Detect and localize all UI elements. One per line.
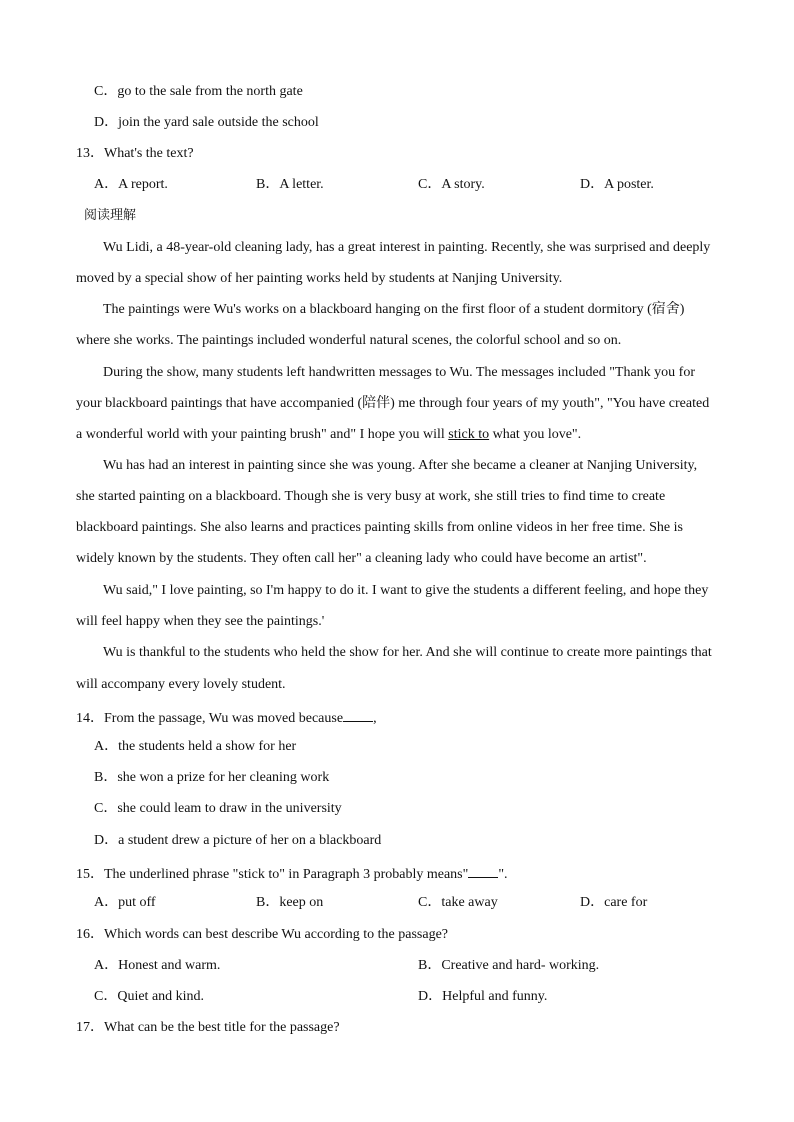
- passage-line: During the show, many students left handwritten messages to Wu. The messages included "Thank you for: [103, 365, 695, 380]
- option-text: A report.: [118, 177, 168, 192]
- q15-option-b: [256, 894, 323, 912]
- q15-option-d: [580, 894, 647, 912]
- q15-option-c: [418, 894, 498, 912]
- q12-option-c: [94, 83, 303, 101]
- option-letter: D．: [418, 989, 443, 1004]
- q13-option-d: [580, 176, 654, 194]
- q16-option-a: [94, 957, 220, 975]
- option-text: Quiet and kind.: [117, 989, 205, 1004]
- option-text: A poster.: [604, 177, 654, 192]
- q12-option-d: [94, 114, 319, 132]
- option-letter: A．: [94, 895, 119, 910]
- option-letter: B．: [418, 958, 442, 973]
- option-text: care for: [604, 895, 648, 910]
- q13-option-a: [94, 176, 168, 194]
- option-letter: A．: [94, 739, 119, 754]
- option-text: join the yard sale outside the school: [118, 115, 319, 130]
- q14-stem: [76, 707, 377, 728]
- passage-line: Wu is thankful to the students who held the show for her. And she will continue to create more paintings that: [103, 645, 712, 660]
- option-text: the students held a show for her: [118, 739, 297, 754]
- q16-option-c: [94, 988, 204, 1006]
- option-letter: C．: [418, 895, 442, 910]
- option-letter: B．: [256, 177, 280, 192]
- question-text: ".: [498, 867, 508, 882]
- passage-line: she started painting on a blackboard. Though she is very busy at work, she still tries to find time to create: [76, 489, 666, 504]
- option-text: she could leam to draw in the university: [117, 801, 342, 816]
- answer-blank: [343, 707, 373, 722]
- option-letter: D．: [580, 177, 605, 192]
- option-text: A story.: [441, 177, 485, 192]
- option-letter: C．: [418, 177, 442, 192]
- option-text: Helpful and funny.: [442, 989, 548, 1004]
- option-text: Honest and warm.: [118, 958, 221, 973]
- passage-text: a wonderful world with your painting brush" and" I hope you will: [76, 427, 449, 442]
- passage-text: what you love".: [489, 427, 582, 442]
- q17-stem: 17．What can be the best title for the passage?: [76, 1020, 340, 1035]
- option-letter: D．: [94, 833, 119, 848]
- question-text: 15．The underlined phrase "stick to" in Paragraph 3 probably means": [76, 867, 469, 882]
- q15-stem: [76, 863, 508, 884]
- passage-line: Wu said," I love painting, so I'm happy to do it. I want to give the students a different feeling, and hope they: [103, 583, 709, 598]
- section-label: 阅读理解: [84, 208, 137, 223]
- passage-line: widely known by the students. They often call her" a cleaning lady who could have become an artist".: [76, 551, 647, 566]
- q14-option-b: [94, 769, 329, 787]
- option-text: Creative and hard- working.: [441, 958, 600, 973]
- option-letter: B．: [94, 770, 118, 785]
- q13-stem: 13．What's the text?: [76, 146, 194, 161]
- option-text: a student drew a picture of her on a blackboard: [118, 833, 382, 848]
- underlined-phrase: stick to: [448, 427, 490, 442]
- q14-option-c: [94, 800, 342, 818]
- passage-line: Wu Lidi, a 48-year-old cleaning lady, has a great interest in painting. Recently, she was surprised and deeply: [103, 240, 711, 255]
- option-text: she won a prize for her cleaning work: [117, 770, 330, 785]
- passage-line: blackboard paintings. She also learns and practices painting skills from online videos in her free time. She is: [76, 520, 683, 535]
- q15-option-a: [94, 894, 156, 912]
- option-letter: B．: [256, 895, 280, 910]
- passage-line: moved by a special show of her painting works held by students at Nanjing University.: [76, 271, 563, 286]
- option-text: put off: [118, 895, 156, 910]
- option-letter: D．: [94, 115, 119, 130]
- passage-line: where she works. The paintings included wonderful natural scenes, the colorful school and so on.: [76, 333, 622, 348]
- option-letter: C．: [94, 801, 118, 816]
- option-letter: D．: [580, 895, 605, 910]
- passage-line: will accompany every lovely student.: [76, 677, 286, 692]
- passage-line: The paintings were Wu's works on a blackboard hanging on the first floor of a student dormitory (宿舍): [103, 302, 685, 317]
- q16-option-b: [418, 957, 599, 975]
- option-text: keep on: [279, 895, 324, 910]
- q13-option-c: [418, 176, 485, 194]
- passage-line: will feel happy when they see the paintings.': [76, 614, 325, 629]
- option-text: A letter.: [279, 177, 324, 192]
- q14-option-a: [94, 738, 296, 756]
- passage-line: Wu has had an interest in painting since she was young. After she became a cleaner at Nanjing University,: [103, 458, 698, 473]
- option-letter: C．: [94, 989, 118, 1004]
- option-letter: C．: [94, 84, 118, 99]
- option-text: take away: [441, 895, 498, 910]
- question-text: 14．From the passage, Wu was moved because: [76, 711, 344, 726]
- question-text: ,: [373, 711, 377, 726]
- q16-option-d: [418, 988, 547, 1006]
- q16-stem: 16．Which words can best describe Wu according to the passage?: [76, 927, 448, 942]
- passage-line: [76, 426, 581, 444]
- passage-line: your blackboard paintings that have accompanied (陪伴) me through four years of my youth", "You have created: [76, 396, 710, 411]
- q13-option-b: [256, 176, 324, 194]
- answer-blank: [468, 863, 498, 878]
- option-text: go to the sale from the north gate: [117, 84, 303, 99]
- option-letter: A．: [94, 177, 119, 192]
- q14-option-d: [94, 832, 381, 850]
- option-letter: A．: [94, 958, 119, 973]
